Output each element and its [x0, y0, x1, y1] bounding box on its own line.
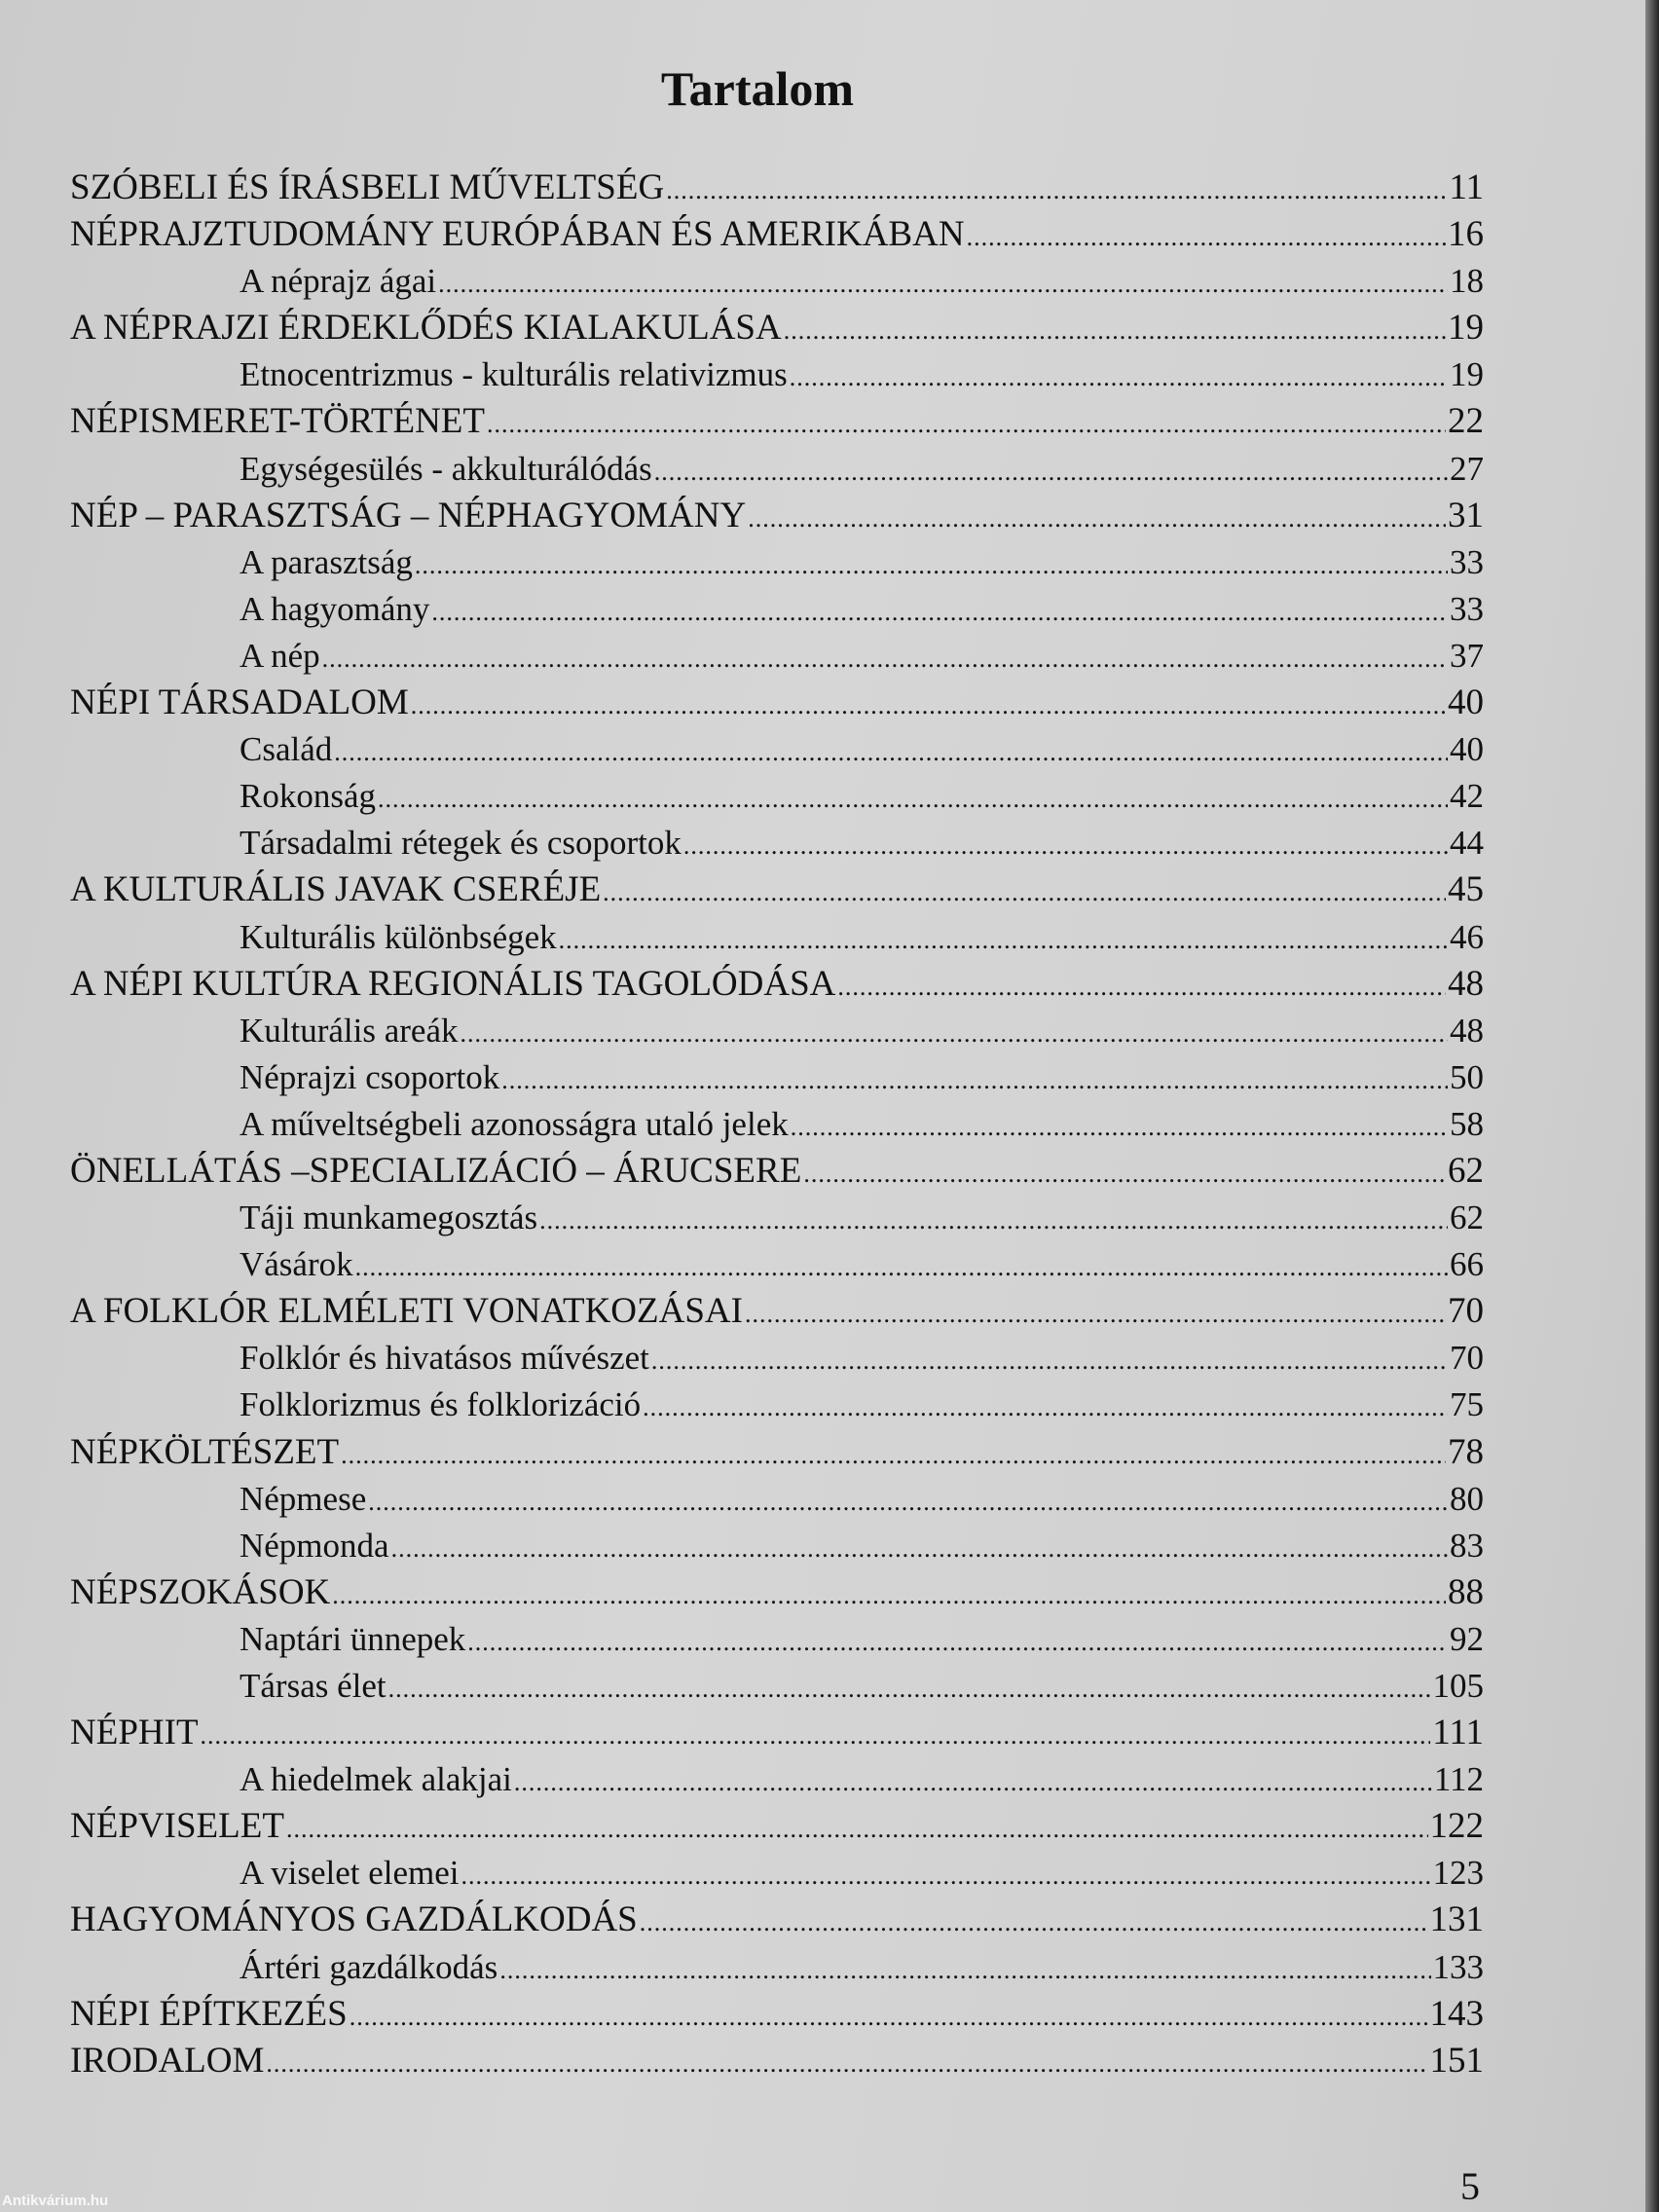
toc-entry-title: Ártéri gazdálkodás	[240, 1947, 498, 1986]
toc-entry-page: 122	[1429, 1806, 1484, 1847]
toc-entry-title: Naptári ünnepek	[240, 1619, 466, 1658]
toc-subentry	[70, 539, 1484, 586]
toc-entry	[70, 1288, 1484, 1335]
dot-leader	[388, 1666, 1431, 1710]
toc-entry-page: 50	[1450, 1057, 1484, 1096]
toc-entry-title: HAGYOMÁNYOS GAZDÁLKODÁS	[70, 1899, 638, 1940]
toc-entry-title: Népmese	[240, 1479, 367, 1518]
toc-subentry	[70, 633, 1484, 680]
toc-entry-title: Társas élet	[240, 1667, 387, 1705]
toc-entry-title: NÉPVISELET	[70, 1806, 284, 1847]
dot-leader	[266, 2041, 1427, 2084]
toc-subentry	[70, 446, 1484, 493]
toc-entry-page: 40	[1448, 682, 1484, 723]
toc-entry	[70, 1803, 1484, 1850]
toc-entry-page: 42	[1450, 777, 1484, 816]
toc-entry-page: 143	[1429, 1993, 1484, 2034]
toc-entry-page: 75	[1450, 1385, 1484, 1424]
toc-entry-page: 33	[1450, 542, 1484, 581]
toc-entry-title: Táji munkamegosztás	[240, 1198, 538, 1237]
toc-entry	[70, 961, 1484, 1008]
toc-entry-title: A műveltségbeli azonosságra utaló jelek	[240, 1104, 789, 1143]
toc-entry-page: 70	[1448, 1291, 1484, 1332]
toc-entry-title: IRODALOM	[70, 2040, 265, 2081]
toc-subentry	[70, 1850, 1484, 1897]
toc-subentry	[70, 258, 1484, 305]
toc-entry	[70, 866, 1484, 913]
dot-leader	[748, 496, 1446, 539]
toc-entry-page: 83	[1450, 1526, 1484, 1565]
toc-subentry	[70, 1476, 1484, 1523]
dot-leader	[745, 1291, 1446, 1335]
toc-entry-page: 78	[1448, 1431, 1484, 1472]
table-of-contents	[70, 165, 1484, 2084]
page-number: 5	[1460, 2164, 1480, 2208]
toc-subentry	[70, 1663, 1484, 1710]
dot-leader	[467, 1619, 1448, 1663]
toc-entry-page: 31	[1448, 495, 1484, 535]
dot-leader	[334, 729, 1448, 773]
toc-subentry	[70, 914, 1484, 961]
toc-entry-page: 105	[1432, 1667, 1484, 1705]
toc-subentry	[70, 726, 1484, 773]
dot-leader	[651, 1338, 1448, 1382]
toc-entry-page: 16	[1448, 214, 1484, 255]
dot-leader	[683, 823, 1448, 866]
toc-entry-title: A néprajz ágai	[240, 262, 437, 301]
toc-entry	[70, 211, 1484, 258]
dot-leader	[784, 308, 1446, 351]
toc-entry	[70, 1569, 1484, 1616]
dot-leader	[837, 964, 1446, 1008]
dot-leader	[654, 449, 1448, 493]
toc-entry-title: Egységesülés - akkulturálódás	[240, 449, 652, 488]
dot-leader	[355, 1244, 1448, 1288]
dot-leader	[967, 214, 1446, 258]
toc-entry-title: Néprajzi csoportok	[240, 1057, 500, 1096]
toc-entry-page: 45	[1448, 869, 1484, 910]
toc-entry	[70, 1897, 1484, 1943]
toc-entry-page: 44	[1450, 824, 1484, 863]
toc-entry-title: A FOLKLÓR ELMÉLETI VONATKOZÁSAI	[70, 1291, 743, 1332]
toc-entry-title: Kulturális areák	[240, 1011, 459, 1050]
toc-entry-page: 19	[1448, 308, 1484, 349]
toc-entry-title: Folklorizmus és folklorizáció	[240, 1385, 642, 1424]
toc-subentry	[70, 1241, 1484, 1288]
toc-entry-page: 11	[1449, 167, 1484, 207]
toc-entry-title: NÉPKÖLTÉSZET	[70, 1431, 340, 1472]
toc-entry-title: NÉPI TÁRSADALOM	[70, 682, 409, 723]
dot-leader	[559, 917, 1448, 961]
toc-entry-title: Család	[240, 730, 333, 769]
toc-entry	[70, 680, 1484, 726]
toc-entry	[70, 493, 1484, 539]
toc-subentry	[70, 1101, 1484, 1148]
toc-entry	[70, 2038, 1484, 2084]
toc-entry-title: Vásárok	[240, 1245, 353, 1284]
toc-entry	[70, 165, 1484, 211]
toc-subentry	[70, 1008, 1484, 1054]
toc-entry-page: 70	[1450, 1339, 1484, 1378]
toc-subentry	[70, 1195, 1484, 1241]
toc-entry-title: SZÓBELI ÉS ÍRÁSBELI MŰVELTSÉG	[70, 167, 665, 207]
toc-entry-page: 22	[1448, 401, 1484, 442]
toc-entry-title: NÉPI ÉPÍTKEZÉS	[70, 1993, 348, 2034]
dot-leader	[501, 1057, 1448, 1101]
toc-entry-page: 58	[1450, 1104, 1484, 1143]
toc-subentry	[70, 1335, 1484, 1382]
dot-leader	[332, 1572, 1446, 1616]
toc-entry-page: 151	[1429, 2040, 1484, 2081]
toc-entry-page: 48	[1450, 1011, 1484, 1050]
watermark: Antikvárium.hu	[2, 2193, 109, 2209]
dot-leader	[438, 261, 1448, 305]
toc-entry-title: A NÉPI KULTÚRA REGIONÁLIS TAGOLÓDÁSA	[70, 963, 836, 1004]
toc-entry-title: Társadalmi rétegek és csoportok	[240, 824, 682, 863]
dot-leader	[368, 1479, 1448, 1523]
toc-entry-title: Rokonság	[240, 777, 376, 816]
toc-entry	[70, 305, 1484, 351]
toc-entry-page: 66	[1450, 1245, 1484, 1284]
dot-leader	[341, 1432, 1446, 1476]
toc-entry-page: 46	[1450, 917, 1484, 956]
toc-entry-page: 37	[1450, 636, 1484, 675]
toc-entry-page: 123	[1432, 1854, 1484, 1893]
toc-entry-title: Etnocentrizmus - kulturális relativizmus	[240, 355, 788, 394]
book-page-edge	[1645, 0, 1659, 2212]
dot-leader	[286, 1806, 1428, 1850]
toc-entry-page: 131	[1429, 1899, 1484, 1940]
dot-leader	[487, 401, 1446, 445]
toc-entry-title: NÉPHIT	[70, 1713, 199, 1753]
toc-entry-page: 80	[1450, 1479, 1484, 1518]
toc-entry-title: A hagyomány	[240, 589, 430, 628]
toc-entry-page: 111	[1432, 1713, 1484, 1753]
toc-entry-title: NÉP – PARASZTSÁG – NÉPHAGYOMÁNY	[70, 495, 747, 535]
dot-leader	[201, 1713, 1431, 1756]
toc-subentry	[70, 1523, 1484, 1569]
toc-subentry	[70, 1944, 1484, 1991]
dot-leader	[411, 682, 1446, 726]
toc-subentry	[70, 1616, 1484, 1663]
page-title: Tartalom	[660, 61, 855, 116]
toc-subentry	[70, 351, 1484, 398]
toc-entry-page: 62	[1450, 1198, 1484, 1237]
toc-entry	[70, 1429, 1484, 1476]
toc-subentry	[70, 820, 1484, 866]
dot-leader	[391, 1526, 1448, 1569]
toc-entry-page: 133	[1432, 1947, 1484, 1986]
dot-leader	[643, 1384, 1448, 1428]
dot-leader	[461, 1011, 1449, 1054]
toc-entry-page: 92	[1450, 1619, 1484, 1658]
toc-entry-title: Népmonda	[240, 1526, 389, 1565]
toc-entry-page: 88	[1448, 1571, 1484, 1612]
toc-entry-title: ÖNELLÁTÁS –SPECIALIZÁCIÓ – ÁRUCSERE	[70, 1150, 802, 1191]
dot-leader	[640, 1899, 1428, 1943]
toc-entry-page: 112	[1433, 1760, 1484, 1799]
toc-entry-page: 48	[1448, 963, 1484, 1004]
toc-entry-title: Kulturális különbségek	[240, 917, 557, 956]
toc-entry-title: NÉPISMERET-TÖRTÉNET	[70, 401, 486, 442]
toc-entry-title: A parasztság	[240, 542, 413, 581]
toc-entry-page: 19	[1450, 355, 1484, 394]
toc-entry-page: 40	[1450, 730, 1484, 769]
dot-leader	[790, 354, 1448, 398]
dot-leader	[803, 1151, 1446, 1195]
toc-entry-page: 18	[1450, 262, 1484, 301]
toc-entry-title: A hiedelmek alakjai	[240, 1760, 512, 1799]
dot-leader	[791, 1104, 1448, 1148]
toc-entry-title: NÉPSZOKÁSOK	[70, 1571, 331, 1612]
toc-entry-page: 27	[1450, 449, 1484, 488]
dot-leader	[666, 167, 1447, 211]
toc-entry-title: A KULTURÁLIS JAVAK CSERÉJE	[70, 869, 602, 910]
dot-leader	[603, 869, 1446, 913]
dot-leader	[431, 589, 1448, 633]
toc-subentry	[70, 773, 1484, 820]
toc-entry-page: 62	[1448, 1150, 1484, 1191]
dot-leader	[415, 542, 1448, 586]
dot-leader	[350, 1994, 1428, 2038]
toc-entry-title: NÉPRAJZTUDOMÁNY EURÓPÁBAN ÉS AMERIKÁBAN	[70, 214, 965, 255]
toc-entry-title: Folklór és hivatásos művészet	[240, 1339, 649, 1378]
toc-entry-title: A nép	[240, 636, 320, 675]
toc-entry-title: A NÉPRAJZI ÉRDEKLŐDÉS KIALAKULÁSA	[70, 308, 782, 349]
dot-leader	[461, 1853, 1430, 1897]
toc-subentry	[70, 1756, 1484, 1803]
toc-subentry	[70, 1382, 1484, 1428]
dot-leader	[499, 1947, 1430, 1991]
toc-subentry	[70, 1054, 1484, 1101]
toc-entry-title: A viselet elemei	[240, 1854, 460, 1893]
toc-entry	[70, 1991, 1484, 2038]
toc-subentry	[70, 586, 1484, 633]
dot-leader	[378, 776, 1448, 820]
toc-entry-page: 33	[1450, 589, 1484, 628]
dot-leader	[514, 1759, 1432, 1803]
dot-leader	[539, 1198, 1448, 1241]
toc-entry	[70, 398, 1484, 445]
toc-entry	[70, 1148, 1484, 1195]
toc-entry	[70, 1710, 1484, 1756]
dot-leader	[322, 636, 1448, 680]
